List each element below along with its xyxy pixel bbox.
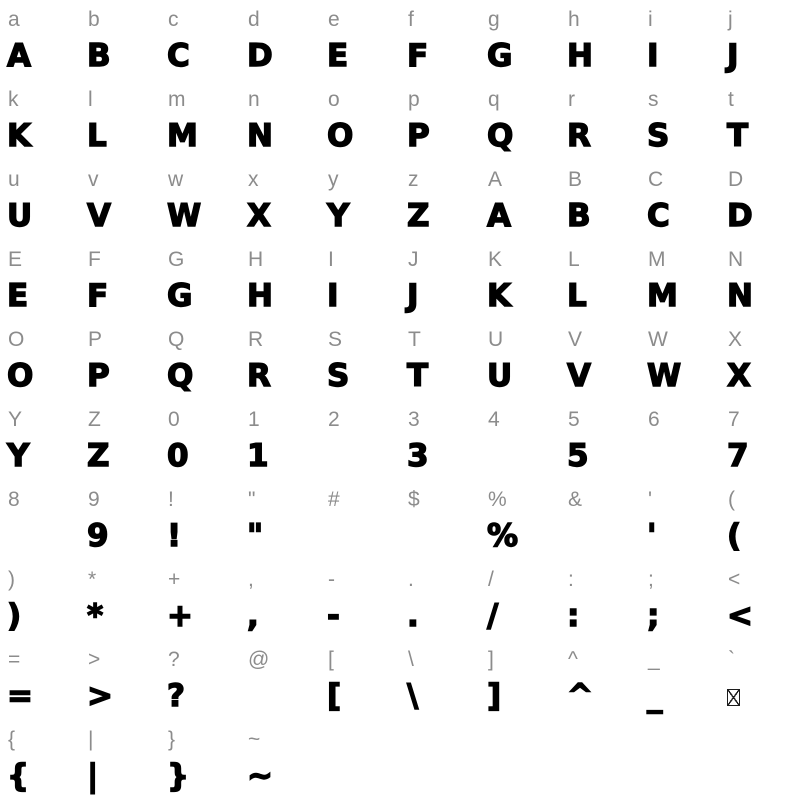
glyph-cell (560, 400, 640, 480)
glyph-cell (320, 640, 400, 720)
glyph-preview: U (7, 198, 33, 234)
glyph-cell (720, 560, 800, 640)
glyph-cell (720, 480, 800, 560)
char-label: ) (8, 568, 15, 591)
glyph-cell (400, 640, 480, 720)
char-label: , (248, 568, 254, 591)
glyph-cell (480, 560, 560, 640)
glyph-cell (720, 400, 800, 480)
char-label: @ (248, 648, 270, 671)
char-label: # (328, 488, 340, 511)
glyph-cell (0, 80, 80, 160)
char-label: 4 (488, 408, 500, 431)
glyph-preview: Z (87, 438, 110, 474)
glyph-preview: 1 (247, 438, 269, 474)
glyph-preview: H (247, 278, 273, 314)
glyph-cell (560, 640, 640, 720)
glyph-cell (240, 560, 320, 640)
char-label: & (568, 488, 583, 511)
char-label: Z (88, 408, 101, 431)
char-label: H (248, 248, 264, 271)
glyph-cell (240, 320, 320, 400)
glyph-preview: { (7, 758, 30, 794)
glyph-cell (160, 480, 240, 560)
glyph-cell (640, 480, 720, 560)
glyph-cell (560, 480, 640, 560)
glyph-cell (160, 80, 240, 160)
char-label: ' (648, 488, 653, 511)
char-label: V (568, 328, 583, 351)
glyph-preview: S (647, 118, 670, 154)
glyph-cell (80, 320, 160, 400)
glyph-preview: 0 (167, 438, 189, 474)
glyph-cell (480, 0, 560, 80)
glyph-cell (400, 0, 480, 80)
char-label: k (8, 88, 19, 111)
char-label: $ (408, 488, 420, 511)
glyph-cell (400, 240, 480, 320)
char-label: q (488, 88, 500, 111)
char-label: X (728, 328, 743, 351)
glyph-cell (0, 240, 80, 320)
glyph-cell (160, 0, 240, 80)
glyph-preview: P (407, 118, 430, 154)
char-label: " (248, 488, 256, 511)
glyph-preview: Q (167, 358, 194, 394)
glyph-preview: C (647, 198, 670, 234)
glyph-cell (0, 640, 80, 720)
char-label: : (568, 568, 574, 591)
glyph-preview: J (727, 38, 739, 74)
glyph-preview: I (647, 38, 659, 74)
glyph-cell (80, 240, 160, 320)
glyph-preview: ^ (567, 678, 593, 714)
glyph-cell (640, 560, 720, 640)
glyph-preview: * (87, 598, 104, 634)
char-label: 2 (328, 408, 340, 431)
char-label: j (728, 8, 733, 31)
glyph-preview: " (247, 518, 264, 554)
glyph-preview: ( (727, 518, 742, 554)
char-label: a (8, 8, 20, 31)
char-label: ` (728, 648, 735, 671)
char-label: 3 (408, 408, 420, 431)
glyph-preview: R (567, 118, 591, 154)
glyph-preview: V (87, 198, 111, 234)
glyph-preview: E (327, 38, 349, 74)
glyph-cell (560, 560, 640, 640)
glyph-preview: ? (167, 678, 185, 714)
char-label: - (328, 568, 335, 591)
glyph-cell (720, 160, 800, 240)
notdef-box-icon (727, 689, 740, 706)
char-label: * (88, 568, 97, 591)
glyph-preview: T (407, 358, 429, 394)
char-label: J (408, 248, 419, 271)
char-label: Q (168, 328, 185, 351)
char-label: G (168, 248, 185, 271)
char-label: > (88, 648, 101, 671)
char-label: 9 (88, 488, 100, 511)
glyph-cell (240, 240, 320, 320)
glyph-cell (320, 240, 400, 320)
char-label: I (328, 248, 334, 271)
glyph-cell (640, 320, 720, 400)
char-label: O (8, 328, 25, 351)
glyph-preview: G (167, 278, 193, 314)
char-label: t (728, 88, 734, 111)
glyph-preview: F (407, 38, 429, 74)
char-label: c (168, 8, 179, 31)
glyph-cell (320, 0, 400, 80)
char-label: e (328, 8, 340, 31)
glyph-cell (80, 80, 160, 160)
glyph-cell (480, 400, 560, 480)
glyph-cell (720, 320, 800, 400)
glyph-preview: _ (647, 678, 663, 714)
char-label: 6 (648, 408, 660, 431)
glyph-cell (240, 80, 320, 160)
glyph-cell (400, 560, 480, 640)
glyph-preview: ! (167, 518, 182, 554)
glyph-preview: = (7, 678, 33, 714)
char-label: S (328, 328, 343, 351)
glyph-preview: P (87, 358, 110, 394)
char-label: } (168, 728, 176, 751)
glyph-cell (560, 80, 640, 160)
char-label: 7 (728, 408, 740, 431)
glyph-preview: ; (647, 598, 660, 634)
char-label: < (728, 568, 741, 591)
glyph-preview: E (7, 278, 29, 314)
glyph-preview: T (727, 118, 749, 154)
glyph-cell (160, 320, 240, 400)
glyph-cell (80, 400, 160, 480)
glyph-preview: C (167, 38, 190, 74)
char-label: [ (328, 648, 334, 671)
glyph-cell (320, 400, 400, 480)
glyph-preview (727, 677, 740, 715)
glyph-preview: ' (647, 518, 657, 554)
glyph-preview: V (567, 358, 591, 394)
char-label: x (248, 168, 259, 191)
glyph-preview: G (487, 38, 513, 74)
glyph-cell (160, 560, 240, 640)
char-label: z (408, 168, 419, 191)
glyph-cell (160, 400, 240, 480)
char-label: T (408, 328, 421, 351)
char-label: | (88, 728, 94, 751)
glyph-cell (240, 480, 320, 560)
char-label: r (568, 88, 575, 111)
glyph-preview: M (647, 278, 678, 314)
glyph-preview: K (7, 118, 32, 154)
char-label: % (488, 488, 507, 511)
glyph-cell (400, 320, 480, 400)
glyph-cell (640, 640, 720, 720)
glyph-preview: S (327, 358, 350, 394)
glyph-cell (400, 160, 480, 240)
glyph-cell (720, 240, 800, 320)
glyph-preview: 7 (727, 438, 749, 474)
glyph-preview: W (647, 358, 682, 394)
glyph-cell (720, 640, 800, 720)
glyph-preview: B (567, 198, 591, 234)
glyph-preview: K (487, 278, 512, 314)
glyph-cell (320, 480, 400, 560)
glyph-cell (80, 640, 160, 720)
glyph-preview: . (407, 598, 419, 634)
glyph-cell (320, 160, 400, 240)
glyph-cell (160, 640, 240, 720)
glyph-preview: O (327, 118, 354, 154)
char-label: h (568, 8, 580, 31)
glyph-preview: F (87, 278, 109, 314)
glyph-cell (560, 0, 640, 80)
glyph-preview: R (247, 358, 271, 394)
glyph-cell (480, 640, 560, 720)
glyph-preview: : (567, 598, 580, 634)
char-label: b (88, 8, 100, 31)
glyph-preview: \ (407, 678, 419, 714)
char-label: v (88, 168, 99, 191)
glyph-cell (240, 160, 320, 240)
char-label: D (728, 168, 744, 191)
glyph-preview: I (327, 278, 339, 314)
char-label: + (168, 568, 181, 591)
glyph-preview: A (487, 198, 511, 234)
glyph-cell (320, 80, 400, 160)
glyph-cell (0, 0, 80, 80)
char-label: _ (648, 648, 660, 671)
glyph-preview: ) (7, 598, 22, 634)
glyph-preview: } (167, 758, 190, 794)
char-label: P (88, 328, 103, 351)
char-label: u (8, 168, 20, 191)
glyph-preview: % (487, 518, 519, 554)
char-label: l (88, 88, 93, 111)
glyph-cell (480, 160, 560, 240)
glyph-cell (400, 480, 480, 560)
glyph-preview: L (567, 278, 587, 314)
glyph-preview: X (247, 198, 271, 234)
char-label: ? (168, 648, 180, 671)
glyph-cell (400, 80, 480, 160)
glyph-cell (160, 240, 240, 320)
glyph-cell (480, 240, 560, 320)
glyph-preview: Y (327, 198, 350, 234)
glyph-cell (240, 720, 320, 800)
glyph-cell (640, 160, 720, 240)
glyph-cell (640, 240, 720, 320)
char-label: y (328, 168, 339, 191)
glyph-cell (160, 720, 240, 800)
char-label: . (408, 568, 414, 591)
glyph-cell (240, 400, 320, 480)
glyph-cell (320, 320, 400, 400)
glyph-cell (0, 160, 80, 240)
char-label: 0 (168, 408, 180, 431)
glyph-cell (240, 0, 320, 80)
glyph-preview: W (167, 198, 202, 234)
glyph-cell (0, 320, 80, 400)
char-label: ~ (248, 728, 261, 751)
glyph-preview: 5 (567, 438, 589, 474)
char-label: ] (488, 648, 494, 671)
char-label: ^ (568, 648, 578, 671)
char-label: F (88, 248, 101, 271)
glyph-preview: - (327, 598, 340, 634)
glyph-cell (640, 80, 720, 160)
char-label: L (568, 248, 580, 271)
glyph-cell (0, 560, 80, 640)
char-label: E (8, 248, 23, 271)
char-label: ! (168, 488, 174, 511)
char-label: g (488, 8, 500, 31)
char-label: ; (648, 568, 654, 591)
glyph-preview: | (87, 758, 99, 794)
char-label: i (648, 8, 653, 31)
glyph-cell (480, 80, 560, 160)
glyph-cell (720, 80, 800, 160)
char-label: R (248, 328, 264, 351)
glyph-preview: , (247, 598, 259, 634)
glyph-preview: B (87, 38, 111, 74)
char-label: f (408, 8, 414, 31)
char-label: 5 (568, 408, 580, 431)
glyph-cell (480, 480, 560, 560)
char-label: m (168, 88, 186, 111)
glyph-cell (240, 640, 320, 720)
glyph-preview: D (247, 38, 273, 74)
glyph-cell (0, 720, 80, 800)
glyph-preview: / (487, 598, 499, 634)
char-label: M (648, 248, 666, 271)
char-label: Y (8, 408, 23, 431)
glyph-cell (80, 160, 160, 240)
glyph-cell (640, 400, 720, 480)
glyph-preview: D (727, 198, 753, 234)
glyph-cell (320, 560, 400, 640)
glyph-preview: < (727, 598, 753, 634)
char-label: s (648, 88, 659, 111)
char-label: / (488, 568, 494, 591)
glyph-preview: 3 (407, 438, 429, 474)
char-label: = (8, 648, 21, 671)
glyph-cell (80, 480, 160, 560)
glyph-cell (400, 400, 480, 480)
glyph-preview: L (87, 118, 107, 154)
glyph-cell (560, 320, 640, 400)
char-label: 1 (248, 408, 260, 431)
glyph-cell (640, 0, 720, 80)
char-label: o (328, 88, 340, 111)
glyph-preview: J (407, 278, 419, 314)
glyph-preview: 9 (87, 518, 109, 554)
glyph-preview: U (487, 358, 513, 394)
char-label: C (648, 168, 664, 191)
char-label: 8 (8, 488, 20, 511)
char-label: K (488, 248, 503, 271)
glyph-cell (80, 0, 160, 80)
glyph-preview: ] (487, 678, 502, 714)
glyph-preview: Z (407, 198, 430, 234)
glyph-preview: N (247, 118, 273, 154)
glyph-cell (0, 480, 80, 560)
glyph-preview: H (567, 38, 593, 74)
char-label: n (248, 88, 260, 111)
char-label: U (488, 328, 504, 351)
glyph-preview: Y (7, 438, 30, 474)
glyph-cell (80, 560, 160, 640)
char-label: d (248, 8, 260, 31)
char-label: w (168, 168, 184, 191)
glyph-preview: A (7, 38, 31, 74)
char-label: ( (728, 488, 735, 511)
glyph-preview: O (7, 358, 34, 394)
glyph-preview: [ (327, 678, 342, 714)
char-label: N (728, 248, 744, 271)
char-label: { (8, 728, 16, 751)
char-label: A (488, 168, 503, 191)
glyph-cell (560, 240, 640, 320)
glyph-preview: Q (487, 118, 514, 154)
glyph-preview: M (167, 118, 198, 154)
glyph-cell (560, 160, 640, 240)
char-label: \ (408, 648, 414, 671)
glyph-preview: + (167, 598, 193, 634)
glyph-preview: N (727, 278, 753, 314)
char-label: p (408, 88, 420, 111)
glyph-cell (80, 720, 160, 800)
char-label: B (568, 168, 583, 191)
glyph-cell (160, 160, 240, 240)
char-label: W (648, 328, 668, 351)
glyph-preview: ~ (247, 758, 273, 794)
glyph-preview: > (87, 678, 113, 714)
glyph-cell (720, 0, 800, 80)
glyph-preview: X (727, 358, 751, 394)
glyph-cell (0, 400, 80, 480)
glyph-cell (480, 320, 560, 400)
